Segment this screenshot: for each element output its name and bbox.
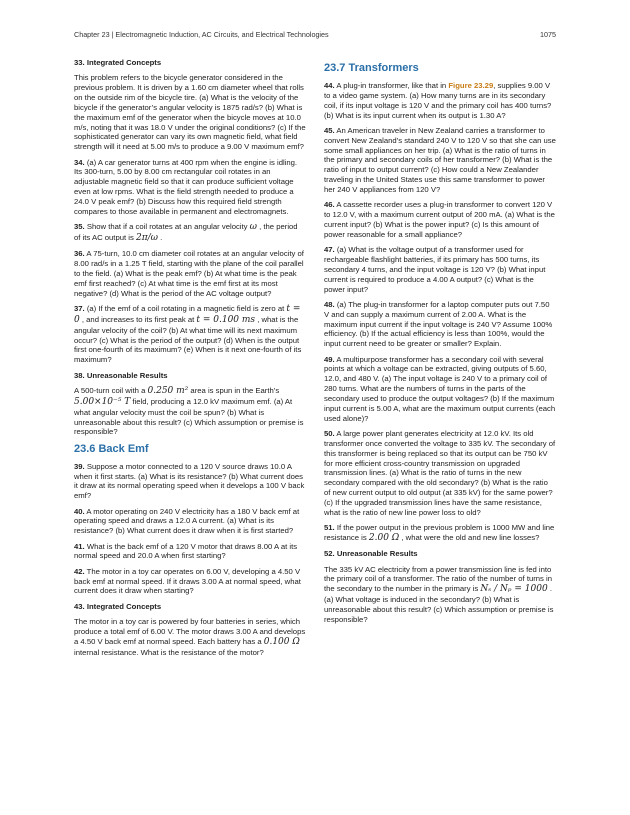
problem-45 — [324, 126, 556, 195]
problem-text: A 500-turn coil with a — [74, 385, 148, 395]
section-heading-transformers: 23.7 Transformers — [324, 62, 419, 74]
problem-text: A cassette recorder uses a plug-in transformer to convert 120 V to 12.0 V, with a maximum current output of 200 mA. (a) What is the current input? (b) What is the power input? (c) Is this amount of power reasonable for a small appliance? — [324, 200, 555, 239]
math-inline: Nₛ / Nₚ = 1000 — [480, 584, 548, 595]
math-inline: 0.250 m² — [147, 385, 189, 396]
problem-number: 45. — [324, 125, 335, 135]
problem-text: , supplies 9.00 V to a video game system. (a) How many turns are in its secondary coil, if its input voltage is 120 V and the primary coil has 400 turns? (b) What is its input current when its output is 1.30 A? — [324, 81, 552, 120]
problem-text: If the power output in the previous problem is 1000 MW and line resistance is — [324, 523, 555, 542]
problem-number: 34. — [74, 157, 85, 167]
problem-text: , the period of its AC output is — [74, 222, 298, 242]
problem-text: area is spun in the Earth’s — [188, 385, 280, 395]
problem-number: 41. — [74, 541, 85, 551]
problem-43-heading: 43. Integrated Concepts — [74, 601, 162, 611]
math-inline: t = 0.100 ms — [196, 314, 256, 325]
problem-number: 36. — [74, 249, 85, 259]
problem-number: 35. — [74, 222, 85, 232]
problem-41 — [74, 542, 306, 562]
problem-number: 51. — [324, 523, 335, 533]
problem-39 — [74, 462, 306, 501]
chapter-title: Chapter 23 | Electromagnetic Induction, AC Circuits, and Electrical Technologies — [74, 30, 329, 39]
problem-44 — [324, 81, 556, 120]
problem-33-text: This problem refers to the bicycle generator considered in the previous problem. It is driven by a 1.60 cm diameter wheel that rolls on the outside rim of the bicycle tire. (a) What is the velocity of the bicycle if the generator’s angular velocity is 1875 rad/s? (b) What is the maximum emf of the generator when the bicycle moves at 10.0 m/s, noting that it was 18.0 V under the original conditions? (c) If the sophisticated generator can vary its own magnetic field, what field strength will it need at 5.00 m/s to produce a 9.00 V maximum emf? — [74, 73, 306, 152]
problem-number: 49. — [324, 354, 335, 364]
problem-text: The motor in a toy car operates on 6.00 V, developing a 4.50 V back emf at normal speed. If it draws 3.00 A at normal speed, what current does it draw when starting? — [74, 566, 301, 596]
problem-38-text — [74, 386, 306, 437]
problem-text: (a) A car generator turns at 400 rpm when the engine is idling. Its 300-turn, 5.00 by 8.00 cm rectangular coil rotates in an adjustable magnetic field so that it can produce sufficient voltage even at low rpms. What is the field strength needed to produce a 24.0 V peak emf? (b) Discuss how this required field strength compares to those available in permanent and electromagnets. — [74, 157, 298, 216]
problem-46 — [324, 200, 556, 239]
problem-text: A plug-in transformer, like that in — [334, 81, 449, 90]
problem-40 — [74, 507, 306, 537]
problem-text: internal resistance. What is the resistance of the motor? — [74, 647, 264, 657]
problem-text: Suppose a motor connected to a 120 V source draws 10.0 A when it first starts. (a) What is its resistance? (b) What current does it draw at its normal operating speed when it develops a 100 V back emf? — [74, 461, 305, 501]
right-column — [324, 58, 556, 630]
problem-number: 39. — [74, 461, 85, 471]
problem-text: (a) What is the voltage output of a transformer used for rechargeable flashlight batteries, if its primary has 500 turns, its secondary 4 turns, and the input voltage is 120 V? (b) What input current is required to produce a 4.00 A output? (c) What is the power input? — [324, 245, 546, 294]
problem-text: A large power plant generates electricity at 12.0 kV. Its old transformer once converted the voltage to 335 kV. The secondary of this transformer is being replaced so that its output can be 750 kV for more efficient cross-country transmission on upgraded transmission lines. (a) What is the ratio of turns in the new secondary compared with the old secondary? (b) What is the ratio of new current output to old output (at 335 kV) for the same power? (c) If the upgraded transmission lines have the same resistance, what is the ratio of new line power loss to old? — [324, 429, 556, 517]
problem-37 — [74, 304, 306, 365]
problem-text: (a) The plug-in transformer for a laptop computer puts out 7.50 V and can supply a maximum current of 2.00 A. What is the maximum input current if the input voltage is 240 V? Assume 100% efficiency. (b) If the actual efficiency is less than 100%, would the input current need to be greater or smaller? Explain. — [324, 299, 553, 349]
problem-48 — [324, 300, 556, 349]
left-column — [74, 58, 306, 663]
math-inline: 2π/ω — [135, 233, 158, 243]
problem-36 — [74, 249, 306, 298]
problem-number: 37. — [74, 304, 85, 314]
problem-text: The 335 kV AC electricity from a power transmission line is fed into the primary coil of a transformer. The ratio of the number of turns in the secondary to the number in the primary is — [324, 564, 553, 594]
problem-42 — [74, 567, 306, 597]
problem-52-text — [324, 565, 556, 625]
problem-49 — [324, 355, 556, 424]
problem-text: . (a) What voltage is induced in the secondary? (b) What is unreasonable about this result? (c) Which assumption or premise is responsible? — [324, 584, 554, 624]
problem-52-heading: 52. Unreasonable Results — [324, 549, 418, 559]
problem-number: 48. — [324, 299, 335, 309]
problem-text: A motor operating on 240 V electricity has a 180 V back emf at operating speed and draws a 12.0 A current. (a) What is its resistance? (b) What current does it draw when it is first started? — [74, 506, 300, 536]
problem-50 — [324, 429, 556, 518]
problem-number: 47. — [324, 245, 335, 255]
problem-number: 42. — [74, 566, 85, 576]
problem-43-text — [74, 617, 306, 657]
problem-text: Show that if a coil rotates at an angular velocity — [84, 222, 250, 232]
math-inline: 5.00×10⁻⁵ T — [74, 396, 131, 407]
problem-text: An American traveler in New Zealand carries a transformer to convert New Zealand’s standard 240 V to 120 V so that she can use some small appliances on her trip. (a) What is the ratio of turns in the primary and secondary coils of her transformer? (b) What is the ratio of input to output current? (c) How could a New Zealander traveling in the United States use this same transformer to power her 240 V appliances from 120 V? — [324, 125, 556, 194]
problem-text: A 75-turn, 10.0 cm diameter coil rotates at an angular velocity of 8.00 rad/s in a 1.25 T field, starting with the plane of the coil parallel to the field. (a) What is the peak emf? (b) At what time is the peak emf first reached? (c) At what time is the emf first at its most negative? (d) What is the period of the AC voltage output? — [74, 249, 304, 298]
problem-text: field, producing a 12.0 kV maximum emf. (a) At what angular velocity must the coil be spun? (b) What is unreasonable about this result? (c) Which assumption or premise is responsible? — [74, 396, 304, 437]
problem-text: , what is the angular velocity of the coil? (b) At what time will its next maximum occur? (c) What is the period of the output? (d) When is the output first one-fourth of its maximum? (e) When is it next one-fourth of its maximum? — [74, 314, 302, 365]
problem-number: 40. — [74, 506, 85, 516]
problem-number: 44. — [324, 81, 335, 90]
problem-text: , what were the old and new line losses? — [399, 532, 540, 542]
problem-text: What is the back emf of a 120 V motor that draws 8.00 A at its normal speed and 20.0 A when first starting? — [74, 541, 298, 561]
problem-text: (a) If the emf of a coil rotating in a magnetic field is zero at — [84, 304, 287, 314]
problem-51 — [324, 523, 556, 544]
problem-text: . — [157, 233, 163, 242]
problem-35 — [74, 222, 306, 244]
problem-47 — [324, 245, 556, 294]
problem-text: The motor in a toy car is powered by four batteries in series, which produce a total emf of 6.00 V. The motor draws 3.00 A and develops a 4.50 V back emf at normal speed. Each battery has a — [74, 617, 306, 646]
problem-number: 50. — [324, 429, 335, 438]
math-inline: t = 0 — [74, 304, 301, 325]
math-inline: ω — [249, 222, 257, 233]
problem-number: 46. — [324, 200, 335, 210]
page-number: 1075 — [540, 30, 556, 39]
problem-34 — [74, 158, 306, 217]
math-inline: 0.100 Ω — [263, 636, 300, 647]
problem-33-heading: 33. Integrated Concepts — [74, 58, 162, 67]
problem-text: A multipurpose transformer has a secondary coil with several points at which a voltage can be extracted, giving outputs of 5.60, 12.0, and 480 V. (a) The input voltage is 240 V to a primary coil of 280 turns. What are the numbers of turns in the parts of the secondary used to produce the output voltages? (b) If the maximum input current is 5.00 A, what are the maximum output currents (each used alone)? — [324, 354, 556, 423]
problem-text: , and increases to its first peak at — [79, 314, 197, 324]
page-header — [74, 30, 556, 42]
figure-link[interactable]: Figure 23.29 — [448, 81, 494, 90]
math-inline: 2.00 Ω — [368, 532, 400, 543]
section-heading-back-emf: 23.6 Back Emf — [74, 442, 149, 455]
problem-38-heading: 38. Unreasonable Results — [74, 370, 168, 380]
